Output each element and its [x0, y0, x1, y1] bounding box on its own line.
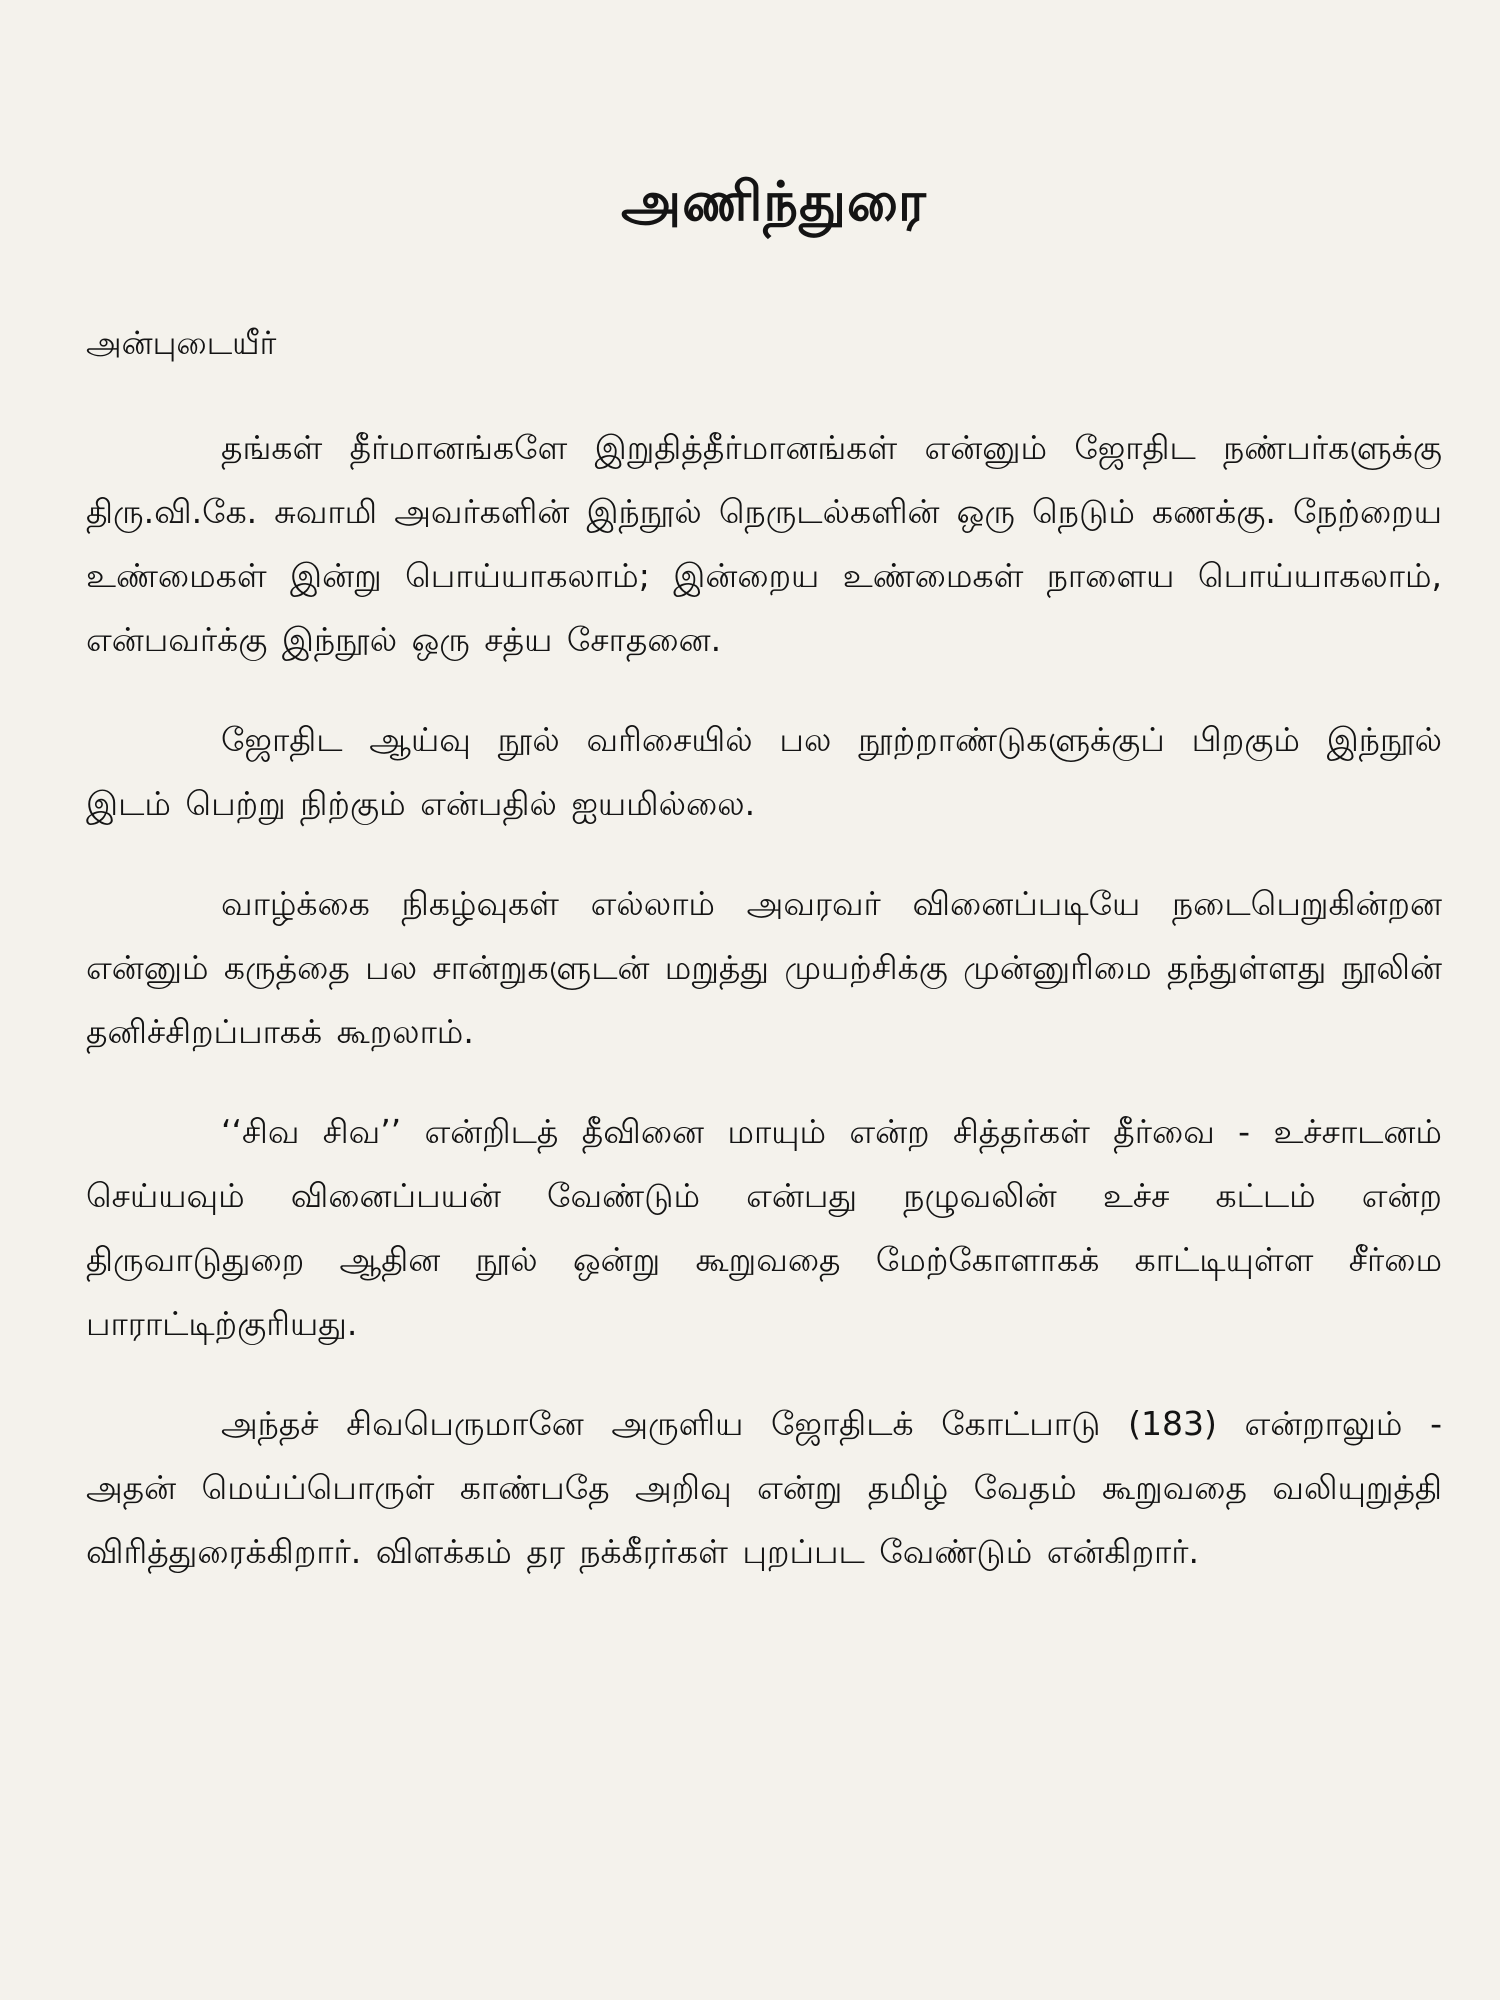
page-title: அணிந்துரை — [621, 170, 927, 233]
paragraph-1: தங்கள் தீர்மானங்களே இறுதித்தீர்மானங்கள் என்னும் ஜோதிட நண்பர்களுக்கு திரு.வி.கே. சுவாமி அவர்களின் இந்நூல் நெருடல்களின் ஒரு நெடும் கணக்கு. நேற்றைய உண்மைகள் இன்று பொய்யாகலாம்; இன்றைய உண்மைகள் நாளைய பொய்யாகலாம், என்பவர்க்கு இந்நூல் ஒரு சத்ய சோதனை. — [86, 427, 1442, 659]
paragraph-3: வாழ்க்கை நிகழ்வுகள் எல்லாம் அவரவர் வினைப்படியே நடைபெறுகின்றன என்னும் கருத்தை பல சான்றுகளுடன் மறுத்து முயற்சிக்கு முன்னுரிமை தந்துள்ளது நூலின் தனிச்சிறப்பாகக் கூறலாம். — [86, 883, 1442, 1051]
salutation: அன்புடையீர் — [86, 324, 277, 362]
paragraph-2: ஜோதிட ஆய்வு நூல் வரிசையில் பல நூற்றாண்டுகளுக்குப் பிறகும் இந்நூல் இடம் பெற்று நிற்கும் என்பதில் ஐயமில்லை. — [86, 719, 1442, 823]
paragraph-5: அந்தச் சிவபெருமானே அருளிய ஜோதிடக் கோட்பாடு (183) என்றாலும் - அதன் மெய்ப்பொருள் காண்பதே அறிவு என்று தமிழ் வேதம் கூறுவதை வலியுறுத்தி விரித்துரைக்கிறார். விளக்கம் தர நக்கீரர்கள் புறப்பட வேண்டும் என்கிறார். — [86, 1403, 1442, 1571]
paragraph-4: ‘‘சிவ சிவ’’ என்றிடத் தீவினை மாயும் என்ற சித்தர்கள் தீர்வை - உச்சாடனம் செய்யவும் வினைப்பயன் வேண்டும் என்பது நழுவலின் உச்ச கட்டம் என்ற திருவாடுதுறை ஆதின நூல் ஒன்று கூறுவதை மேற்கோளாகக் காட்டியுள்ள சீர்மை பாராட்டிற்குரியது. — [86, 1111, 1442, 1343]
